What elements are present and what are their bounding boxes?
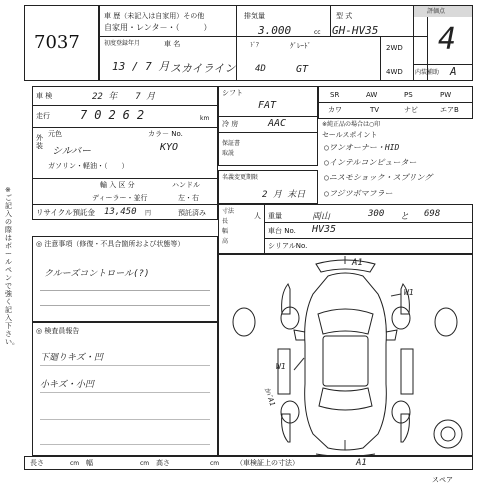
grade-label: ｸﾞﾚｰﾄﾞ (290, 42, 311, 50)
color-no-value: KYO (160, 142, 179, 153)
score-value: 4 (438, 22, 457, 57)
color-no-label: カラ－ No. (148, 130, 183, 138)
equip-pw: PW (440, 91, 452, 99)
length-label: 長 (222, 218, 229, 225)
mark-cover: ｶﾊﾞA1 (262, 386, 277, 408)
sales-point-3: ○ニスモショック・スプリング (324, 173, 433, 182)
car-name-label: 車 名 (164, 40, 181, 48)
recycle-status: 預託済み (178, 209, 206, 217)
first-reg-value: 13 / 7 月 (112, 60, 170, 73)
fuel-label: ガソリン・軽油・（ ） (48, 162, 129, 170)
inspector-title: ◎ 検査員報告 (36, 327, 80, 335)
recycle-value: 13,450 (104, 207, 137, 217)
manual-label: 取説 (222, 150, 235, 157)
spare-label: スペア (432, 476, 453, 484)
footer-length-unit: cm (70, 460, 80, 467)
notes-text: クルーズコントロール(?) (44, 269, 150, 279)
sales-points-title: セールスポイント (322, 131, 378, 139)
shift-value: FAT (258, 100, 277, 111)
mileage-label: 走行 (36, 112, 50, 120)
dealer-label: ディーラー・並行 (92, 194, 148, 202)
equip-ps: PS (404, 91, 413, 99)
side-note: ※ご記入の際はボールペンで強く記入下さい。 (5, 186, 19, 346)
model-label: 型 式 (336, 12, 353, 20)
weight-2: 300 (368, 209, 385, 219)
shift-label: シフト (222, 89, 243, 97)
frame-no-label: 車台 No. (268, 227, 296, 235)
footer-width-label: 幅 (86, 459, 93, 467)
equip-note: ※純正品の場合は○印 (322, 121, 381, 128)
mark-left: W1 (276, 362, 286, 371)
displacement-label: 排気量 (244, 12, 265, 20)
import-label: 輸 入 区 分 (100, 181, 135, 189)
grade-value: GT (296, 64, 309, 75)
equip-tv: TV (370, 106, 380, 114)
height-label: 高 (222, 238, 229, 245)
equip-navi: ナビ (404, 106, 418, 114)
frame-no-value: HV35 (312, 224, 337, 235)
footer-height-label: 高さ (156, 459, 170, 467)
equip-leather: カワ (328, 106, 342, 114)
drive-2wd: 2WD (386, 44, 403, 52)
width-label: 幅 (222, 228, 229, 235)
doors-label: ﾄﾞｱ (250, 42, 260, 49)
lot-number: 7037 (34, 32, 80, 53)
equip-aw: AW (366, 91, 378, 99)
displacement-value: 3.000 (258, 24, 292, 37)
inspector-line1: 下廻りキズ・凹 (40, 353, 103, 363)
weight-1: 両山 (312, 212, 331, 222)
notes-title: ◎ 注意事項（修復・不具合箇所および状態等） (36, 240, 185, 248)
warranty-label: 保証書 (222, 140, 241, 147)
mileage-value: 70262 (80, 108, 152, 122)
name-change-label: 名義変更期限 (222, 174, 259, 181)
car-name-value: スカイライン (170, 62, 236, 75)
sales-point-4: ○フジツボマフラー (324, 189, 393, 198)
score-label: 評価点 (427, 8, 446, 15)
inspector-line2: 小キズ・小凹 (40, 380, 94, 390)
equip-airbag: エアB (440, 106, 459, 114)
drive-4wd: 4WD (386, 68, 403, 76)
load-label: 重量 (268, 212, 282, 220)
interior-label: 内装補助 (415, 69, 440, 76)
exterior-label: 外装 (36, 134, 43, 150)
serial-label: シリアルNo. (268, 242, 308, 250)
left-right-label: 左・右 (178, 194, 199, 202)
vehicle-class-options: 自家用・レンタ－・（ ） (104, 23, 212, 32)
original-color-value: シルバー (52, 146, 92, 157)
capacity-label: 人 (254, 212, 261, 220)
first-reg-label: 初度登録年月 (104, 40, 141, 47)
doors-value: 4D (255, 64, 266, 74)
footer-note: （車検証上の寸法） (236, 459, 299, 467)
recycle-unit: 円 (145, 210, 152, 217)
car-diagram (218, 254, 473, 456)
sales-point-1: ○ワンオーナー・HID (324, 143, 400, 152)
ac-label: 冷 房 (222, 120, 239, 128)
displacement-unit: cc (314, 29, 321, 36)
inspection-value: 22 年 7 月 (92, 92, 156, 102)
mark-front: A1 (352, 258, 363, 268)
mileage-unit: km (200, 115, 210, 122)
dimension-label: 寸法 (222, 208, 235, 215)
weight-4: 698 (424, 209, 441, 219)
sales-point-2: ○インテルコンピューター (324, 158, 417, 167)
original-color-label: 元色 (48, 130, 62, 138)
inspection-label: 車 検 (36, 92, 53, 100)
notes-box (32, 236, 218, 322)
footer-height-unit: cm (210, 460, 220, 467)
handle-label: ハンドル (172, 181, 200, 189)
name-change-value: 2 月 末日 (262, 190, 306, 200)
footer-length-label: 長さ (30, 459, 44, 467)
interior-value: A (450, 65, 457, 78)
equip-sr: SR (330, 91, 340, 99)
vehicle-class-label: 車 歴（未記入は自家用）その他 (104, 12, 205, 20)
mark-right: W1 (404, 288, 414, 297)
mark-rear: A1 (356, 458, 367, 468)
ac-value: AAC (268, 118, 287, 129)
recycle-label: リサイクル預託金 (36, 208, 95, 217)
footer-width-unit: cm (140, 460, 150, 467)
model-value: GH-HV35 (332, 24, 379, 37)
weight-3: と (400, 212, 410, 222)
